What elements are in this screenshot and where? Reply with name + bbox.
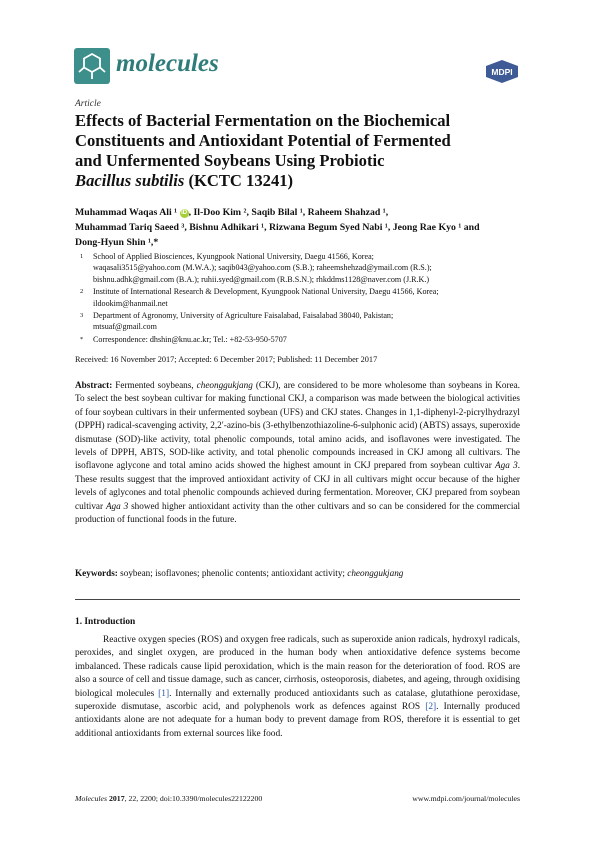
reference-link[interactable]: [2] — [425, 702, 437, 713]
affiliation-item — [75, 286, 530, 309]
affiliation-mark: * — [80, 335, 84, 343]
affiliation-item — [75, 251, 530, 285]
author-list — [75, 205, 527, 250]
affiliation-line: mtsuaf@gmail.com — [93, 322, 157, 332]
footer-citation: Molecules 2017, 22, 2200; doi:10.3390/molecules22122200 — [75, 794, 263, 803]
title-line: Effects of Bacterial Fermentation on the Biochemical — [75, 111, 451, 130]
affiliation-mark: 3 — [80, 312, 84, 320]
section-heading: 1. Introduction — [75, 617, 136, 627]
affiliation-mark: 2 — [80, 288, 84, 296]
title-strain: (KCTC 13241) — [188, 171, 294, 190]
affiliation-line: waqasali3515@yahoo.com (M.W.A.); saqib043@yahoo.com (S.B.); raheemshehzad@ymail.com (R.S.); — [93, 263, 432, 273]
affiliation-item — [75, 334, 530, 345]
section-divider — [75, 599, 520, 600]
author-line: Muhammad Waqas Ali ¹ — [75, 207, 178, 218]
footer-url[interactable]: www.mdpi.com/journal/molecules — [412, 794, 520, 803]
affiliation-item — [75, 310, 530, 333]
mdpi-logo-text: MDPI — [491, 67, 513, 77]
affiliation-line: Department of Agronomy, University of Agriculture Faisalabad, Faisalabad 38040, Pakistan; — [93, 311, 394, 321]
mdpi-logo-icon — [484, 60, 520, 83]
author-line: Dong-Hyun Shin ¹,* — [75, 237, 159, 248]
affiliations — [75, 251, 530, 346]
affiliation-line: bishnu.adhk@gmail.com (B.A.); ruhii.syed@gmail.com (R.B.S.N.); rhkddms1128@naver.com (J.R.K.) — [93, 274, 430, 284]
reference-link[interactable]: [1] — [158, 688, 170, 699]
affiliation-line: School of Applied Biosciences, Kyungpook National University, Daegu 41566, Korea; — [93, 252, 374, 261]
keywords-label: Keywords: — [75, 568, 118, 578]
affiliation-line: Institute of International Research & Development, Kyungpook National University, Daegu 41566, Korea; — [93, 287, 439, 297]
journal-name: molecules — [116, 50, 219, 77]
orcid-icon[interactable]: iD — [181, 210, 188, 216]
title-species: Bacillus subtilis — [75, 171, 185, 190]
title-line: Constituents and Antioxidant Potential of Fermented — [75, 131, 451, 150]
article-title — [75, 111, 530, 191]
affiliation-line: ildookim@hanmail.net — [93, 298, 168, 308]
affiliation-mark: 1 — [80, 253, 84, 260]
article-type: Article — [75, 99, 101, 109]
journal-logo-icon — [74, 48, 110, 84]
author-line: Muhammad Tariq Saeed ³, Bishnu Adhikari ¹, Rizwana Begum Syed Nabi ¹, Jeong Rae Kyo ¹ and — [75, 222, 480, 233]
abstract: Abstract: Fermented soybeans, cheonggukjang (CKJ), are considered to be more wholesome than soybeans in Korea. To select the best soybean cultivar for making functional CKJ, a comparison was made between the biological activities of four soybean cultivars in their unfermented soybean (UFS) and CKJ states. Changes in 1,1-diphenyl-2-picrylhydrazyl (DPPH) radical-scavenging activity, 2,2′-azino-bis (3-ethylbenzothiazoline-6-sulphonic acid) (ABTS) assays, superoxide dismutase (SOD)-like activity, total phenolic compounds, total amino acids, and isoflavones were investigated. The levels of DPPH, ABTS, SOD-like activity, and total phenolic compounds increased in CKJ among all cultivars. The isoflavone aglycone and total amino acids showed the highest amount in CKJ prepared from soybean cultivar Aga 3. These results suggest that the improved antioxidant activity of CKJ in all cultivars might occur because of the higher levels of aglycones and total phenolic compounds achieved during fermentation. Moreover, CKJ prepared from soybean cultivar Aga 3 showed higher antioxidant activity than the other cultivars and so can be considered for the commercial production of functional foods in the future. — [75, 380, 521, 525]
author-line: , Il-Doo Kim ², Saqib Bilal ¹, Raheem Shahzad ¹, — [188, 207, 389, 218]
correspondence-line: Correspondence: dhshin@knu.ac.kr; Tel.: +82-53-950-5707 — [93, 334, 287, 344]
introduction-paragraph: Reactive oxygen species (ROS) and oxygen free radicals, such as superoxide anion radicals, hydroxyl radicals, peroxides, and singlet oxygen, are produced in the human body when antioxidative defence systems become imbalanced. These radicals cause lipid peroxidation, which is the main reason for the deterioration of food. ROS are also a source of cell and tissue damage, such as cancer, cirrhosis, osteoporosis, diabetes, and ageing, through oxidising biological molecules [1]. Internally and externally produced antioxidants such as catalase, glutathione peroxidase, superoxide dismutase, ascorbic acid, and polyphenols work as defences against ROS [2]. Internally produced antioxidants alone are not adequate for a human body to prevent damage from ROS, therefore it is essential to get additional antioxidants from external sources like food. — [75, 635, 520, 739]
abstract-label: Abstract: — [75, 380, 113, 390]
title-line: and Unfermented Soybeans Using Probiotic — [75, 151, 385, 170]
publication-dates: Received: 16 November 2017; Accepted: 6 December 2017; Published: 11 December 2017 — [75, 355, 378, 364]
keywords: Keywords: soybean; isoflavones; phenolic contents; antioxidant activity; cheonggukjang — [75, 568, 404, 578]
